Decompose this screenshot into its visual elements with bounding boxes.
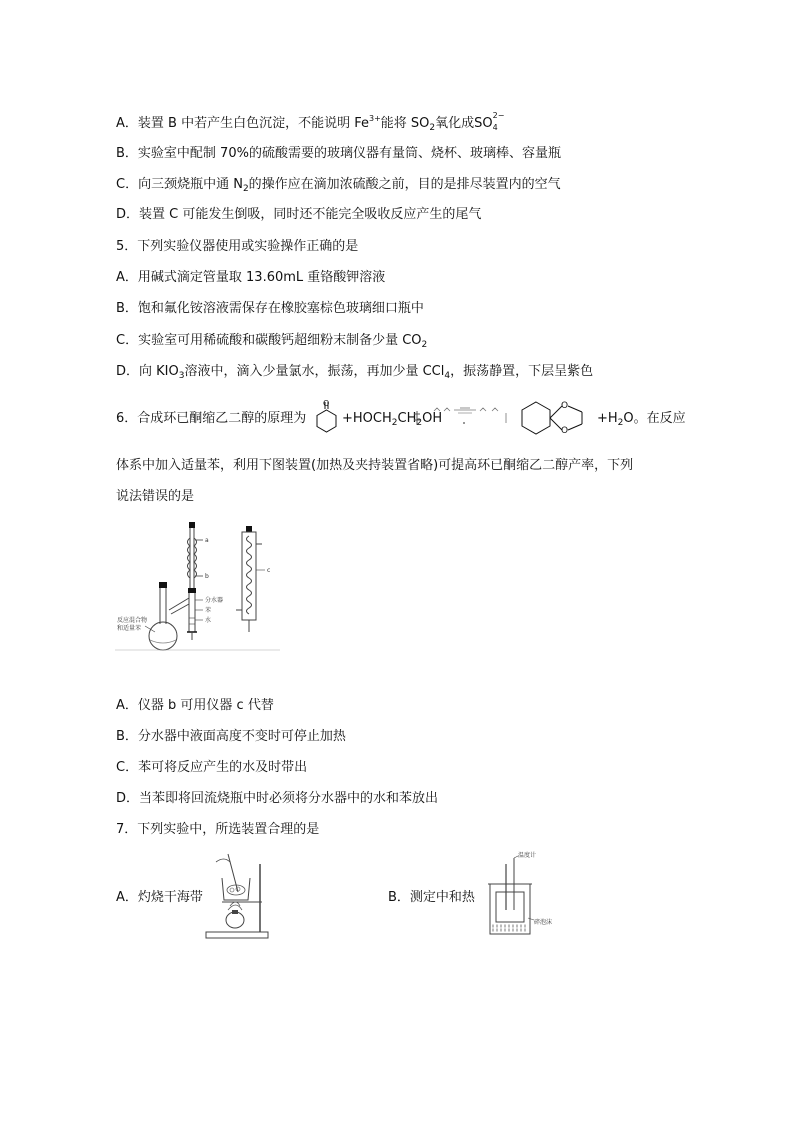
q6-option-b: B．分水器中液面高度不变时可停止加热 bbox=[116, 729, 346, 744]
q6-option-d: D．当苯即将回流烧瓶中时必须将分水器中的水和苯放出 bbox=[116, 791, 439, 806]
q5-stem: 5．下列实验仪器使用或实验操作正确的是 bbox=[116, 239, 359, 254]
q6-stem-line2: 体系中加入适量苯，利用下图装置(加热及夹持装置省略)可提高环已酮缩乙二醇产率，下列 bbox=[116, 458, 634, 473]
neutralization-heat-apparatus-figure bbox=[484, 848, 560, 938]
burning-kelp-apparatus-figure bbox=[202, 848, 272, 944]
q7-option-a: A．灼烧干海带 bbox=[116, 890, 203, 905]
q5-option-b: B．饱和氟化铵溶液需保存在橡胶塞棕色玻璃细口瓶中 bbox=[116, 301, 424, 316]
q4-option-c: C．向三颈烧瓶中通 $N_2$的操作应在滴加浓硫酸之前，目的是排尽装置内的空气 bbox=[116, 177, 561, 194]
reversible-arrow bbox=[414, 403, 514, 429]
svg-text:O: O bbox=[561, 401, 569, 411]
label-c: c bbox=[267, 567, 271, 574]
label-flask-line2: 和适量苯 bbox=[117, 625, 142, 632]
label-benzene: 水 bbox=[205, 617, 212, 624]
label-flask-line1: 反应混合物 bbox=[117, 617, 148, 624]
sulfate-ion-charges: 2− 4 bbox=[492, 111, 505, 132]
q4-option-b: B．实验室中配制 70%的硫酸需要的玻璃仪器有量筒、烧杯、玻璃棒、容量瓶 bbox=[116, 146, 561, 161]
dean-stark-apparatus-figure bbox=[115, 520, 285, 652]
q4-option-d: D．装置 C 可能发生倒吸，同时还不能完全吸收反应产生的尾气 bbox=[116, 207, 482, 222]
label-fenshuiqi: 分水器 bbox=[205, 597, 224, 604]
q4-option-a: A．装置 B 中若产生白色沉淀，不能说明 $Fe^{3+}$能将 $SO_2$氧化成SO 2− 4 bbox=[116, 111, 505, 133]
label-a: a bbox=[205, 537, 209, 544]
q7-option-b: B．测定中和热 bbox=[388, 890, 475, 905]
q7-stem: 7．下列实验中，所选装置合理的是 bbox=[116, 822, 320, 837]
cyclohexanone-structure bbox=[314, 400, 342, 434]
label-b: b bbox=[205, 573, 209, 580]
reaction-product-water: $+H_2O$。在反应 bbox=[597, 411, 686, 428]
q5-option-c: C．实验室可用稀硫酸和碳酸钙超细粉末制备少量 $CO_2$ bbox=[116, 333, 428, 350]
label-thermometer: 温度计 bbox=[518, 852, 537, 859]
label-foam: 碎泡沫 bbox=[534, 919, 553, 926]
q6-option-c: C．苯可将反应产生的水及时带出 bbox=[116, 760, 308, 775]
svg-text:O: O bbox=[323, 400, 330, 408]
cyclohexanone-ketal-structure bbox=[516, 398, 598, 438]
q6-option-a: A．仪器 b 可用仪器 c 代替 bbox=[116, 698, 274, 713]
q5-option-a: A．用碱式滴定管量取 13.60mL 重铬酸钾溶液 bbox=[116, 270, 386, 285]
q6-stem: 6．合成环已酮缩乙二醇的原理为 bbox=[116, 411, 307, 426]
label-water: 苯 bbox=[205, 607, 212, 614]
reagent-ethylene-glycol: $+HOCH_2CH_2OH$ bbox=[342, 411, 443, 428]
svg-text:O: O bbox=[561, 426, 569, 436]
q6-stem-line3: 说法错误的是 bbox=[116, 489, 195, 504]
q5-option-d: D．向 $KIO_3$溶液中，滴入少量氯水，振荡，再加少量 CCl$_4$，振荡静置，下层呈紫色 bbox=[116, 364, 594, 381]
